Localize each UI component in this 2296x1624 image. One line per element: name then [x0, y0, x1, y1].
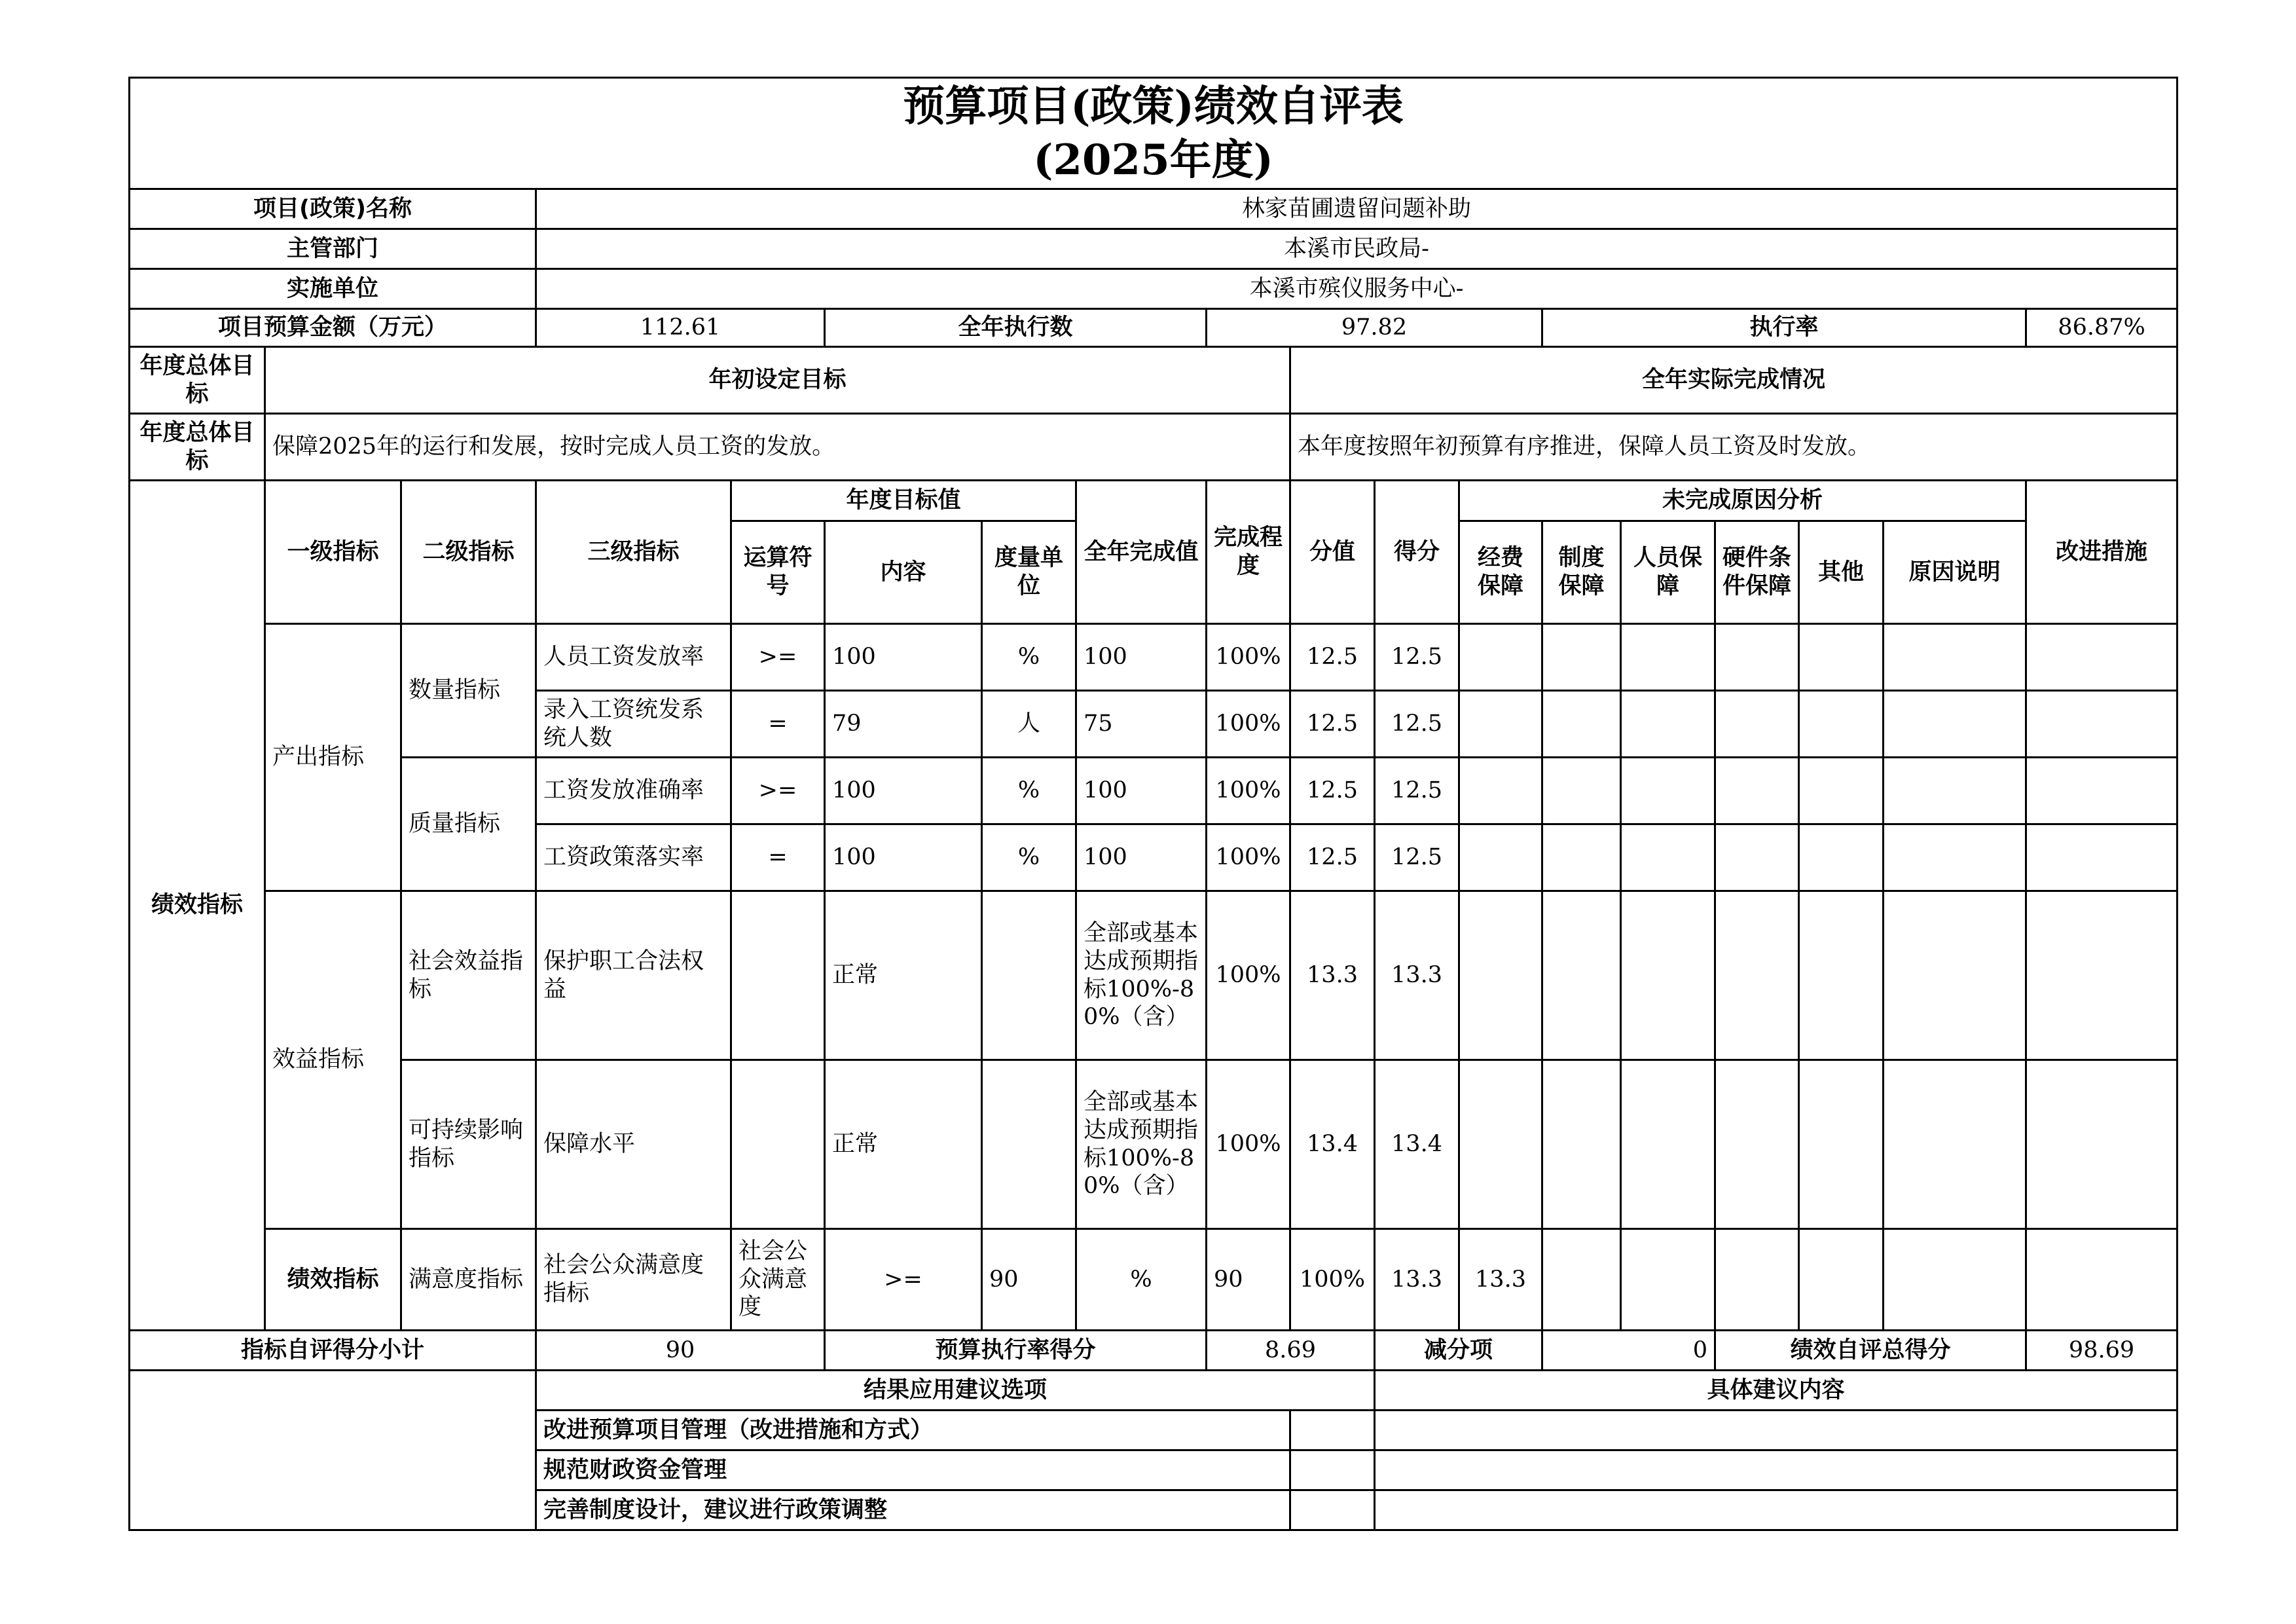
col-system: 制度保障	[1542, 521, 1621, 624]
col-got: 得分	[1375, 481, 1459, 624]
row-completion: 100%	[1207, 624, 1290, 691]
project-name-label: 项目(政策)名称	[130, 189, 536, 229]
col-fund: 经费保障	[1459, 521, 1542, 624]
row-score: 13.3	[1375, 1229, 1459, 1331]
budget-score-label: 预算执行率得分	[825, 1331, 1207, 1371]
row-content: 正常	[825, 1060, 982, 1229]
row-completion: 100%	[1207, 1060, 1290, 1229]
col-reason: 原因说明	[1884, 521, 2026, 624]
row-got: 12.5	[1375, 758, 1459, 824]
row-completion: 100%	[1207, 824, 1290, 891]
goals-header-label: 年度总体目标	[130, 347, 265, 414]
row-completion: 100%	[1207, 691, 1290, 758]
row-unit: %	[982, 624, 1076, 691]
group-quality: 质量指标	[401, 758, 536, 891]
row-unit: %	[1076, 1229, 1207, 1331]
table-row	[130, 891, 2178, 1060]
row-actual: 75	[1076, 691, 1207, 758]
unit-label: 实施单位	[130, 269, 536, 309]
row-got: 13.3	[1375, 891, 1459, 1060]
dept-label: 主管部门	[130, 229, 536, 269]
deduct-label: 减分项	[1375, 1331, 1542, 1371]
table-row	[130, 1060, 2178, 1229]
group-output: 产出指标	[265, 624, 401, 891]
row-score: 12.5	[1290, 824, 1375, 891]
unit-value: 本溪市殡仪服务中心-	[536, 269, 2178, 309]
subtotal-label: 指标自评得分小计	[130, 1331, 536, 1371]
row-score: 13.4	[1290, 1060, 1375, 1229]
goals-initial-header: 年初设定目标	[265, 347, 1290, 414]
col-completion: 完成程度	[1207, 481, 1290, 624]
row-content: 79	[825, 691, 982, 758]
row-unit: %	[982, 824, 1076, 891]
row-name: 人员工资发放率	[536, 624, 731, 691]
budget-label: 项目预算金额（万元）	[130, 309, 536, 347]
total-label: 绩效自评总得分	[1715, 1331, 2026, 1371]
deduct-value: 0	[1542, 1331, 1715, 1371]
row-score: 12.5	[1290, 758, 1375, 824]
budget-score-value: 8.69	[1207, 1331, 1375, 1371]
row-name: 保障水平	[536, 1060, 731, 1229]
row-op: =	[731, 824, 825, 891]
row-actual: 90	[1207, 1229, 1290, 1331]
table-title	[130, 78, 2178, 189]
result-item: 规范财政资金管理	[536, 1450, 1290, 1490]
row-op: >=	[825, 1229, 982, 1331]
row-content: 90	[982, 1229, 1076, 1331]
row-score: 12.5	[1290, 624, 1375, 691]
group-sustain: 可持续影响指标	[401, 1060, 536, 1229]
self-evaluation-table	[128, 77, 2178, 1531]
executed-label: 全年执行数	[825, 309, 1207, 347]
col-unfinished: 未完成原因分析	[1459, 481, 2026, 521]
col-content: 内容	[825, 521, 982, 624]
col-annual-target: 年度目标值	[731, 481, 1076, 521]
row-op	[731, 891, 825, 1060]
col-hardware: 硬件条件保障	[1715, 521, 1799, 624]
row-actual: 100	[1076, 624, 1207, 691]
row-content: 100	[825, 824, 982, 891]
col-score: 分值	[1290, 481, 1375, 624]
result-check[interactable]	[1290, 1490, 1375, 1530]
row-name: 工资政策落实率	[536, 824, 731, 891]
result-item: 改进预算项目管理（改进措施和方式）	[536, 1411, 1290, 1450]
row-content: 100	[825, 758, 982, 824]
title-line-1: 预算项目(政策)绩效自评表	[903, 81, 1404, 131]
results-options-header: 结果应用建议选项	[536, 1371, 1375, 1411]
rate-value: 86.87%	[2026, 309, 2178, 347]
result-detail[interactable]	[1375, 1490, 2178, 1530]
row-got: 13.4	[1375, 1060, 1459, 1229]
row-actual: 100	[1076, 824, 1207, 891]
row-score: 13.3	[1290, 891, 1375, 1060]
group-benefit: 效益指标	[265, 891, 401, 1229]
perf-indicator-label-2: 绩效指标	[265, 1229, 401, 1331]
row-actual: 全部或基本达成预期指标100%-80%（含）	[1076, 1060, 1207, 1229]
row-got: 12.5	[1375, 824, 1459, 891]
goals-actual-text: 本年度按照年初预算有序推进，保障人员工资及时发放。	[1290, 414, 2178, 481]
budget-value: 112.61	[536, 309, 825, 347]
subtotal-value: 90	[536, 1331, 825, 1371]
col-unit: 度量单位	[982, 521, 1076, 624]
row-completion: 100%	[1207, 891, 1290, 1060]
row-completion: 100%	[1290, 1229, 1375, 1331]
group-public-sat: 社会公众满意度指标	[536, 1229, 731, 1331]
col-level3: 三级指标	[536, 481, 731, 624]
result-detail[interactable]	[1375, 1450, 2178, 1490]
col-level1: 一级指标	[265, 481, 401, 624]
result-detail[interactable]	[1375, 1411, 2178, 1450]
row-completion: 100%	[1207, 758, 1290, 824]
row-name: 社会公众满意度	[731, 1229, 825, 1331]
row-name: 工资发放准确率	[536, 758, 731, 824]
result-check[interactable]	[1290, 1411, 1375, 1450]
row-got: 12.5	[1375, 624, 1459, 691]
goals-initial-text: 保障2025年的运行和发展，按时完成人员工资的发放。	[265, 414, 1290, 481]
col-actual: 全年完成值	[1076, 481, 1207, 624]
col-improve: 改进措施	[2026, 481, 2178, 624]
row-unit: 人	[982, 691, 1076, 758]
row-actual: 100	[1076, 758, 1207, 824]
title-line-2: (2025年度)	[1033, 135, 1273, 185]
col-other: 其他	[1799, 521, 1884, 624]
row-unit	[982, 891, 1076, 1060]
total-value: 98.69	[2026, 1331, 2178, 1371]
col-staff: 人员保障	[1621, 521, 1715, 624]
row-name: 保护职工合法权益	[536, 891, 731, 1060]
row-got: 13.3	[1459, 1229, 1542, 1331]
row-unit	[982, 1060, 1076, 1229]
results-detail-header: 具体建议内容	[1375, 1371, 2178, 1411]
table-row	[130, 624, 2178, 691]
row-name: 录入工资统发系统人数	[536, 691, 731, 758]
row-unit: %	[982, 758, 1076, 824]
row-score: 12.5	[1290, 691, 1375, 758]
project-name-value: 林家苗圃遗留问题补助	[536, 189, 2178, 229]
result-check[interactable]	[1290, 1450, 1375, 1490]
goals-row-label: 年度总体目标	[130, 414, 265, 481]
col-level2: 二级指标	[401, 481, 536, 624]
col-operator: 运算符号	[731, 521, 825, 624]
group-satisfaction: 满意度指标	[401, 1229, 536, 1331]
group-social: 社会效益指标	[401, 891, 536, 1060]
row-op: >=	[731, 624, 825, 691]
row-op	[731, 1060, 825, 1229]
row-content: 100	[825, 624, 982, 691]
result-item: 完善制度设计，建议进行政策调整	[536, 1490, 1290, 1530]
row-op: >=	[731, 758, 825, 824]
executed-value: 97.82	[1207, 309, 1542, 347]
perf-indicator-label: 绩效指标	[130, 481, 265, 1331]
row-got: 12.5	[1375, 691, 1459, 758]
table-row	[130, 758, 2178, 824]
rate-label: 执行率	[1542, 309, 2026, 347]
dept-value: 本溪市民政局-	[536, 229, 2178, 269]
group-quantity: 数量指标	[401, 624, 536, 758]
goals-actual-header: 全年实际完成情况	[1290, 347, 2178, 414]
row-actual: 全部或基本达成预期指标100%-80%（含）	[1076, 891, 1207, 1060]
table-row	[130, 1229, 2178, 1331]
row-op: =	[731, 691, 825, 758]
row-content: 正常	[825, 891, 982, 1060]
